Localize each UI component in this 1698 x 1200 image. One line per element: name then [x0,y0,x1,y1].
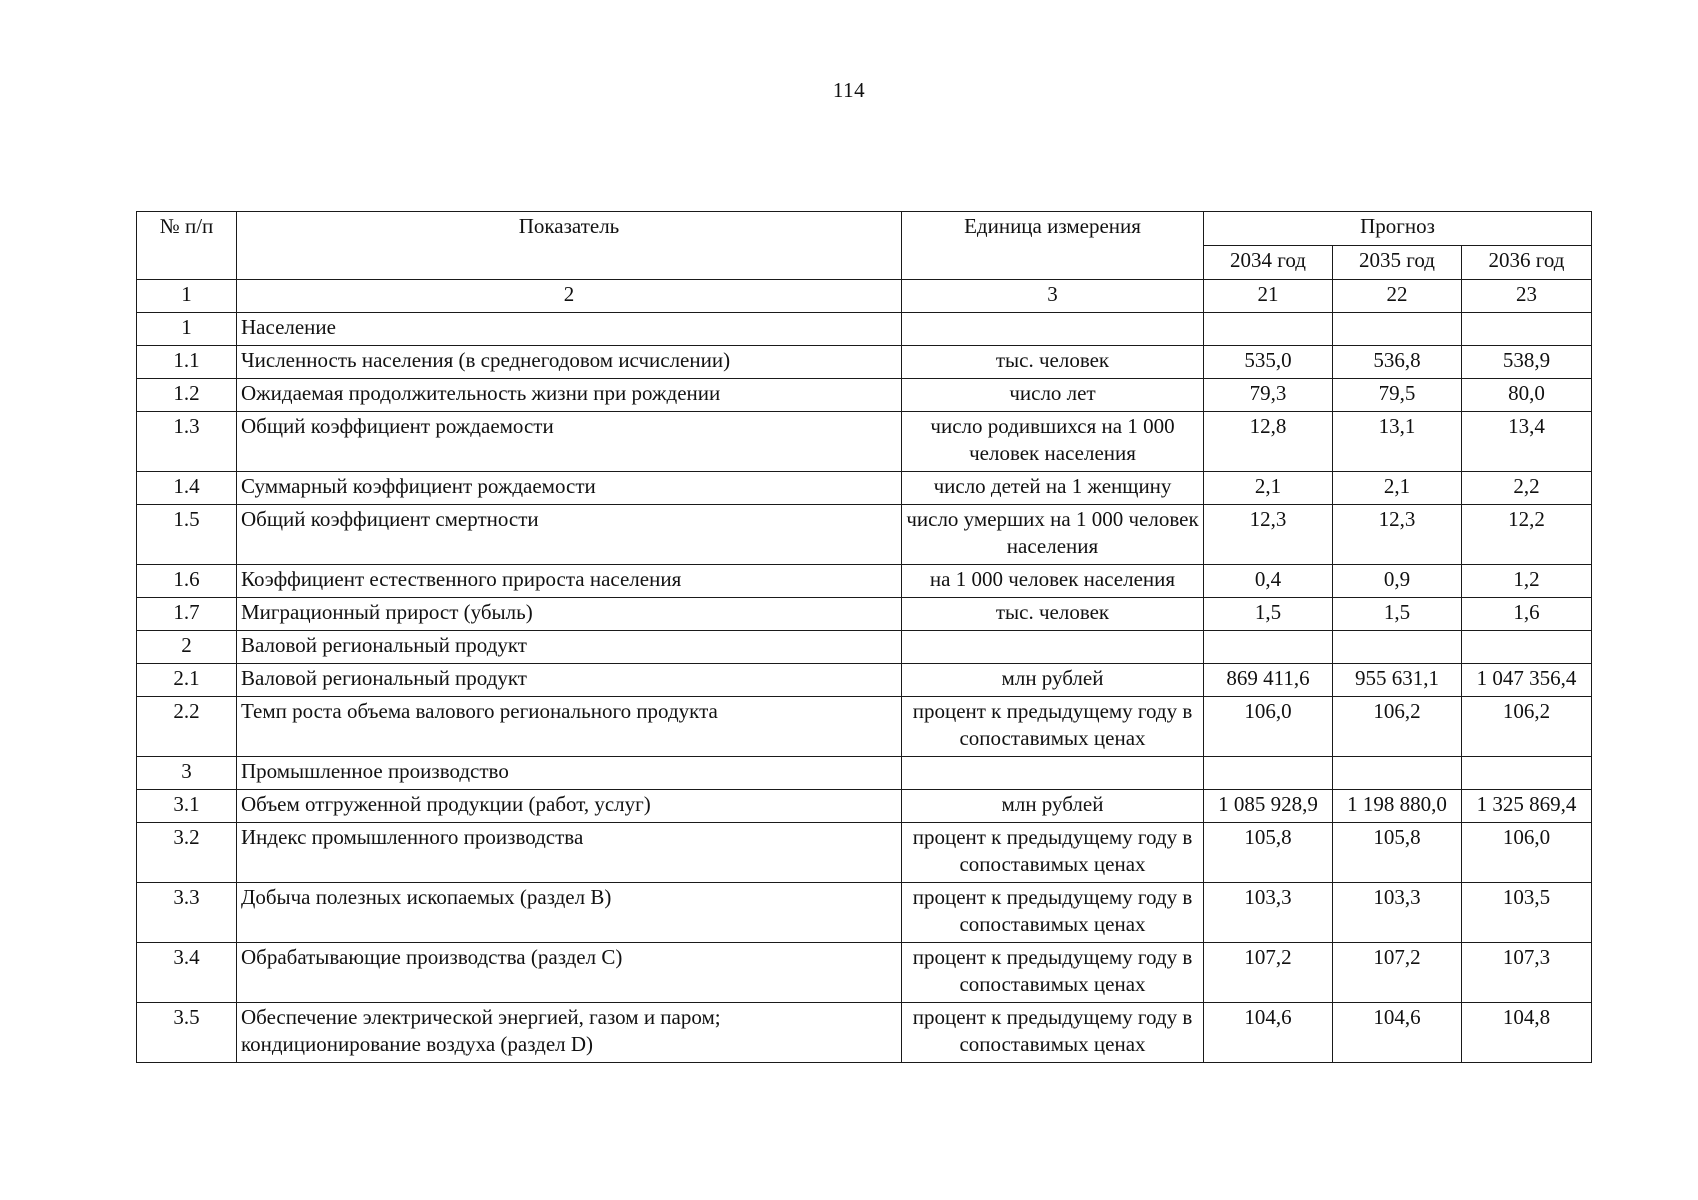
table-body [137,280,1592,1063]
column-number: 21 [1204,280,1333,313]
row-unit: процент к предыдущему году в сопоставимых ценах [902,943,1204,1003]
table-row [137,631,1592,664]
row-value-2036: 80,0 [1462,379,1592,412]
row-unit: число умерших на 1 000 человек населения [902,505,1204,565]
row-value-2034: 869 411,6 [1204,664,1333,697]
row-indicator: Добыча полезных ископаемых (раздел B) [237,883,902,943]
row-value-2036 [1462,313,1592,346]
row-unit: процент к предыдущему году в сопоставимых ценах [902,823,1204,883]
row-number: 2 [137,631,237,664]
row-indicator: Темп роста объема валового регионального продукта [237,697,902,757]
row-value-2034: 535,0 [1204,346,1333,379]
row-indicator: Валовой региональный продукт [237,664,902,697]
row-value-2035: 105,8 [1333,823,1462,883]
row-number: 1.1 [137,346,237,379]
row-unit: млн рублей [902,790,1204,823]
table-row [137,943,1592,1003]
row-value-2036: 1 325 869,4 [1462,790,1592,823]
row-value-2035: 106,2 [1333,697,1462,757]
table-row [137,883,1592,943]
row-unit [902,631,1204,664]
row-value-2036: 106,0 [1462,823,1592,883]
row-indicator: Общий коэффициент смертности [237,505,902,565]
row-value-2035: 107,2 [1333,943,1462,1003]
row-number: 1.3 [137,412,237,472]
row-number: 1.6 [137,565,237,598]
row-number: 1 [137,313,237,346]
row-value-2034 [1204,313,1333,346]
row-value-2035 [1333,631,1462,664]
row-indicator: Обрабатывающие производства (раздел C) [237,943,902,1003]
row-value-2034: 1 085 928,9 [1204,790,1333,823]
row-value-2036: 107,3 [1462,943,1592,1003]
header-year: 2034 год [1204,246,1333,280]
row-value-2034: 12,8 [1204,412,1333,472]
row-unit [902,313,1204,346]
row-value-2034: 2,1 [1204,472,1333,505]
row-value-2036: 12,2 [1462,505,1592,565]
row-value-2036: 103,5 [1462,883,1592,943]
row-unit: тыс. человек [902,598,1204,631]
row-number: 1.7 [137,598,237,631]
table-row [137,313,1592,346]
header-unit: Единица измерения [902,212,1204,280]
table-row [137,505,1592,565]
row-value-2035: 104,6 [1333,1003,1462,1063]
header-year: 2036 год [1462,246,1592,280]
row-value-2036: 104,8 [1462,1003,1592,1063]
row-value-2034: 105,8 [1204,823,1333,883]
table-row [137,1003,1592,1063]
column-number: 22 [1333,280,1462,313]
table-row [137,379,1592,412]
row-number: 1.4 [137,472,237,505]
row-value-2035 [1333,757,1462,790]
row-value-2036: 106,2 [1462,697,1592,757]
table-row [137,823,1592,883]
table-row [137,664,1592,697]
row-value-2035: 103,3 [1333,883,1462,943]
row-unit: тыс. человек [902,346,1204,379]
row-number: 3.1 [137,790,237,823]
row-unit: число лет [902,379,1204,412]
row-value-2036: 538,9 [1462,346,1592,379]
row-unit: млн рублей [902,664,1204,697]
row-unit: на 1 000 человек населения [902,565,1204,598]
row-value-2034 [1204,631,1333,664]
row-value-2034: 103,3 [1204,883,1333,943]
header-indicator: Показатель [237,212,902,280]
row-number: 2.2 [137,697,237,757]
row-indicator: Коэффициент естественного прироста населения [237,565,902,598]
row-value-2035 [1333,313,1462,346]
row-number: 2.1 [137,664,237,697]
row-value-2034: 107,2 [1204,943,1333,1003]
row-unit: число детей на 1 женщину [902,472,1204,505]
row-value-2035: 1,5 [1333,598,1462,631]
row-unit: процент к предыдущему году в сопоставимых ценах [902,1003,1204,1063]
row-unit: число родившихся на 1 000 человек населения [902,412,1204,472]
row-value-2034: 79,3 [1204,379,1333,412]
row-indicator: Население [237,313,902,346]
table-row [137,565,1592,598]
row-value-2036 [1462,757,1592,790]
column-number: 3 [902,280,1204,313]
row-indicator: Валовой региональный продукт [237,631,902,664]
forecast-table [136,211,1592,1063]
header-num: № п/п [137,212,237,280]
row-value-2036: 1 047 356,4 [1462,664,1592,697]
table-row [137,412,1592,472]
row-value-2035: 955 631,1 [1333,664,1462,697]
row-value-2036: 13,4 [1462,412,1592,472]
row-value-2036: 2,2 [1462,472,1592,505]
row-indicator: Численность населения (в среднегодовом исчислении) [237,346,902,379]
table-row [137,346,1592,379]
row-number: 1.5 [137,505,237,565]
row-indicator: Промышленное производство [237,757,902,790]
column-number: 23 [1462,280,1592,313]
row-indicator: Суммарный коэффициент рождаемости [237,472,902,505]
row-value-2036 [1462,631,1592,664]
row-value-2036: 1,6 [1462,598,1592,631]
header-forecast: Прогноз [1204,212,1592,246]
row-value-2035: 0,9 [1333,565,1462,598]
row-number: 3.2 [137,823,237,883]
header-year: 2035 год [1333,246,1462,280]
row-value-2036: 1,2 [1462,565,1592,598]
row-unit [902,757,1204,790]
column-number: 2 [237,280,902,313]
table-row [137,790,1592,823]
row-value-2034: 104,6 [1204,1003,1333,1063]
row-indicator: Общий коэффициент рождаемости [237,412,902,472]
row-unit: процент к предыдущему году в сопоставимых ценах [902,697,1204,757]
row-number: 3 [137,757,237,790]
column-numbers-row [137,280,1592,313]
page-number: 114 [832,78,866,102]
column-number: 1 [137,280,237,313]
row-value-2035: 2,1 [1333,472,1462,505]
row-value-2034: 0,4 [1204,565,1333,598]
row-value-2034: 1,5 [1204,598,1333,631]
table-row [137,697,1592,757]
row-value-2034 [1204,757,1333,790]
row-value-2035: 79,5 [1333,379,1462,412]
row-number: 3.4 [137,943,237,1003]
row-value-2035: 1 198 880,0 [1333,790,1462,823]
row-value-2034: 12,3 [1204,505,1333,565]
table-row [137,598,1592,631]
row-value-2035: 12,3 [1333,505,1462,565]
row-unit: процент к предыдущему году в сопоставимых ценах [902,883,1204,943]
table-row [137,757,1592,790]
table-row [137,472,1592,505]
row-indicator: Обеспечение электрической энергией, газом и паром; кондиционирование воздуха (раздел D) [237,1003,902,1063]
row-indicator: Индекс промышленного производства [237,823,902,883]
row-value-2035: 13,1 [1333,412,1462,472]
row-value-2035: 536,8 [1333,346,1462,379]
row-indicator: Миграционный прирост (убыль) [237,598,902,631]
row-indicator: Объем отгруженной продукции (работ, услуг) [237,790,902,823]
row-value-2034: 106,0 [1204,697,1333,757]
row-number: 1.2 [137,379,237,412]
row-indicator: Ожидаемая продолжительность жизни при рождении [237,379,902,412]
row-number: 3.5 [137,1003,237,1063]
row-number: 3.3 [137,883,237,943]
